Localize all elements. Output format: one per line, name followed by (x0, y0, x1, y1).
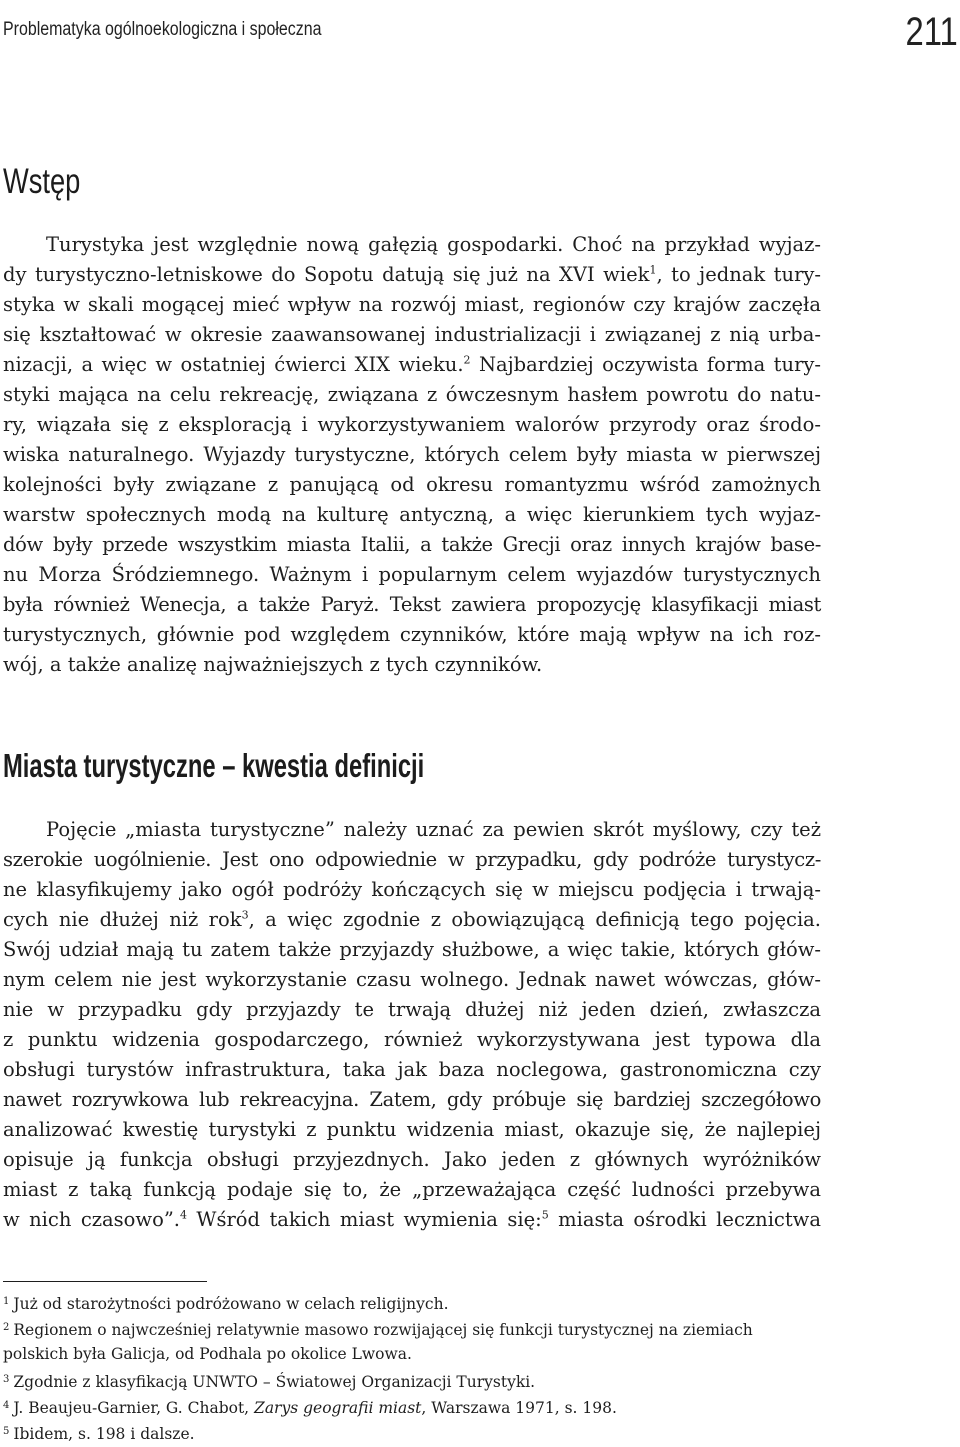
footnote-ref: 2 (463, 353, 471, 367)
text-line: miast z taką funkcją podaje się to, że „przeważająca część ludności przebywa (3, 1178, 821, 1201)
footnote-ref: 4 (180, 1208, 187, 1222)
text-line: nizacji, a więc w ostatniej ćwierci XIX wieku.$^2$ Najbardziej oczywista forma tury- (3, 353, 822, 376)
text-line: Pojęcie „miasta turystyczne” należy uznać za pewien skrót myślowy, czy też (46, 818, 821, 841)
footnote-ref: 5 (541, 1208, 549, 1222)
text-line: turystycznych, głównie pod względem czynników, które mają wpływ na ich roz- (3, 623, 821, 646)
text-line: dów były przede wszystkim miasta Italii, a także Grecji oraz innych krajów base- (3, 533, 821, 556)
text-line: była również Wenecja, a także Paryż. Tekst zawiera propozycję klasyfikacji miast (3, 593, 821, 616)
text-line: nie w przypadku gdy przyjazdy te trwają dłużej niż jeden dzień, zwłaszcza (3, 998, 821, 1021)
text-line: wiska naturalnego. Wyjazdy turystyczne, których celem były miasta w pierwszej (3, 443, 821, 466)
text-line: opisuje ją funkcja obsługi przyjezdnych. Jako jeden z głównych wyróżników (3, 1148, 821, 1171)
section-heading-definition: Miasta turystyczne – kwestia definicji (3, 747, 425, 784)
footnote: $^5$ Ibidem, s. 198 i dalsze. (3, 1425, 195, 1443)
text-line: dy turystyczno-letniskowe do Sopotu datują się już na XVI wiek$^1$, to jednak tury- (3, 263, 822, 286)
text-line: kolejności były związane z panującą od okresu romantyzmu wśród zamożnych (3, 473, 821, 496)
definition-paragraph (3, 815, 821, 1235)
text-line: się kształtować w okresie zaawansowanej industrializacji i związanej z nią urba- (3, 323, 821, 346)
text-line: Turystyka jest względnie nową gałęzią gospodarki. Choć na przykład wyjaz- (46, 233, 821, 256)
footnote: $^4$ J. Beaujeu-Garnier, G. Chabot, Zarys geografii miast, Warszawa 1971, s. 198. (3, 1399, 617, 1417)
footnotes (3, 1289, 821, 1445)
page-number: 211 (905, 10, 958, 54)
footnote: $^2$ Regionem o najwcześniej relatywnie masowo rozwijającej się funkcji turystycznej na ziemiach (3, 1321, 753, 1339)
text-line: ry, wiązała się z eksploracją i wykorzystywaniem walorów przyrody oraz środo- (3, 413, 821, 436)
text-line: warstw społecznych modą na kulturę antyczną, a więc kierunkiem tych wyjaz- (3, 503, 821, 526)
intro-paragraph (3, 230, 821, 680)
text-line: nym celem nie jest wykorzystanie czasu wolnego. Jednak nawet wówczas, głów- (3, 968, 821, 991)
text-line: analizować kwestię turystyki z punktu widzenia miast, okazuje się, że najlepiej (3, 1118, 821, 1141)
book-title: Zarys geografii miast (254, 1399, 422, 1417)
text-line: nu Morza Śródziemnego. Ważnym i popularnym celem wyjazdów turystycznych (3, 563, 821, 586)
text-line: obsługi turystów infrastruktura, taka jak baza noclegowa, gastronomiczna czy (3, 1058, 821, 1081)
text-line: styka w skali mogącej mieć wpływ na rozwój miast, regionów czy krajów zaczęła (3, 293, 821, 316)
text-line: wój, a także analizę najważniejszych z tych czynników. (3, 653, 543, 676)
footnote-separator (3, 1281, 207, 1282)
section-heading-intro: Wstęp (3, 162, 81, 201)
footnote-continuation: polskich była Galicja, od Podhala po okolice Lwowa. (3, 1345, 412, 1363)
text-line: szerokie uogólnienie. Jest ono odpowiednie w przypadku, gdy podróże turystycz- (3, 848, 821, 871)
text-line: w nich czasowo”.$^4$ Wśród takich miast wymienia się:$^5$ miasta ośrodki lecznictwa (3, 1208, 822, 1231)
text-line: z punktu widzenia gospodarczego, również wykorzystywana jest typowa dla (3, 1028, 821, 1051)
text-line: styki mająca na celu rekreację, związana z ówczesnym hasłem powrotu do natu- (3, 383, 821, 406)
footnote-ref: 1 (649, 263, 657, 277)
footnote-ref: 3 (241, 908, 249, 922)
footnote: $^3$ Zgodnie z klasyfikacją UNWTO – Światowej Organizacji Turystyki. (3, 1373, 536, 1391)
running-head (3, 10, 958, 56)
text-line: Swój udział mają tu zatem także przyjazdy służbowe, a więc takie, których głów- (3, 938, 821, 961)
footnote: $^1$ Już od starożytności podróżowano w celach religijnych. (3, 1295, 449, 1313)
text-line: ne klasyfikujemy jako ogół podróży kończących się w miejscu podjęcia i trwają- (3, 878, 821, 901)
text-line: cych nie dłużej niż rok$^3$, a więc zgodnie z obowiązującą definicją tego pojęcia. (3, 908, 822, 931)
text-line: nawet rozrywkowa lub rekreacyjna. Zatem, gdy próbuje się bardziej szczegółowo (3, 1088, 821, 1111)
running-title: Problematyka ogólnoekologiczna i społeczna (3, 19, 322, 40)
